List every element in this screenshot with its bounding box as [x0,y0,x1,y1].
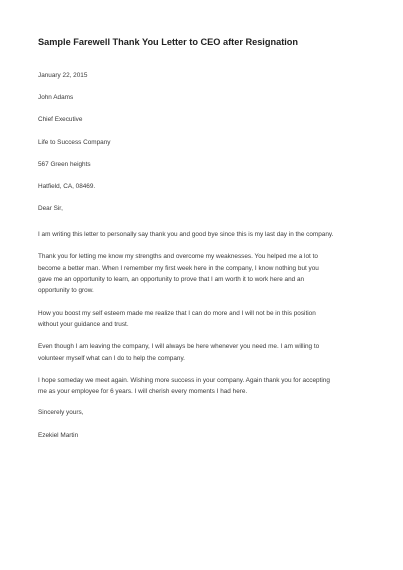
paragraph-line: without your guidance and trust. [38,320,129,328]
letter-title: Sample Farewell Thank You Letter to CEO after Resignation [38,37,299,47]
recipient-company: Life to Success Company [38,138,111,146]
closing: Sincerely yours, [38,409,84,417]
paragraph-line: I am writing this letter to personally say thank you and good bye since this is my last day in the company. [38,231,334,239]
recipient-city: Hatfield, CA, 08469. [38,182,96,190]
paragraph-3 [38,308,373,331]
paragraph-2 [38,251,373,296]
salutation: Dear Sir, [38,205,63,213]
paragraph-line: Even though I am leaving the company, I will always be here whenever you need me. I am willing to [38,343,320,351]
paragraph-line: How you boost my self esteem made me realize that I can do more and I will not be in this position [38,309,316,317]
paragraph-line: volunteer myself what can I do to help the company. [38,354,185,362]
paragraph-line: me as your employee for 6 years. I will cherish every moments I had here. [38,388,248,396]
paragraph-line: Thank you for letting me know my strengths and overcome my weaknesses. You helped me a lot to [38,253,318,261]
signature-name: Ezekiel Martin [38,431,79,439]
recipient-position: Chief Executive [38,116,83,124]
paragraph-line: gave me an opportunity to learn, an opportunity to prove that I am worth it to work here and an [38,276,305,284]
recipient-name: John Adams [38,94,74,102]
paragraph-5 [38,375,373,398]
paragraph-line: opportunity to grow. [38,287,94,295]
paragraph-4 [38,341,373,364]
recipient-street: 567 Green heights [38,160,91,168]
letter-date: January 22, 2015 [38,72,88,79]
paragraph-line: become a better man. When I remember my first week here in the company, I know nothing but you [38,264,319,272]
paragraph-1 [38,229,373,240]
paragraph-line: I hope someday we meet again. Wishing more success in your company. Again thank you for accepting [38,376,330,384]
